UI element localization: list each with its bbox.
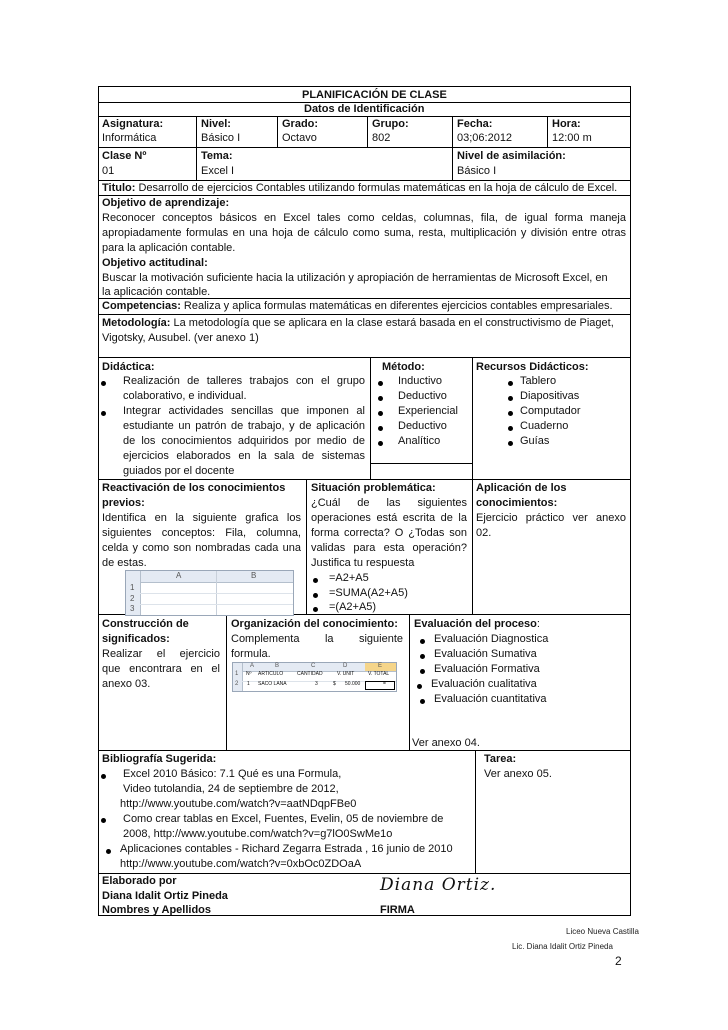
nivel-label: Nivel: [201,118,231,130]
metodo-item: Deductivo [398,420,447,432]
rule [306,479,307,614]
footer-teacher: Lic. Diana Idalit Ortiz Pineda [512,942,613,951]
active-cell-value: = [383,681,386,687]
metodo-item: Analítico [398,435,441,447]
recursos-label: Recursos Didácticos: [476,361,589,373]
bullet-icon [313,578,318,583]
table-cell: SACO LANA [258,681,287,687]
tarea-text: Ver anexo 05. [484,768,552,780]
rule [370,463,473,464]
bullet-icon [420,699,425,704]
grado-value: Octavo [282,132,317,144]
row-header-1: 1 [130,583,135,592]
bullet-icon [106,849,111,854]
bullet-icon [420,639,425,644]
rule [98,357,631,358]
objetivo-aprendizaje-line: apropiadamente formulas en una hoja de cálculo como suma, resta, multiplicación y división entre otras [102,227,626,239]
objetivo-aprendizaje-label: Objetivo de aprendizaje: [102,197,230,209]
situacion-line: operaciones está escrita de la [311,512,467,524]
organizacion-label: Organización del conocimiento: [231,618,398,630]
situacion-option: =A2+A5 [329,572,369,584]
footer-school: Liceo Nueva Castilla [566,927,639,936]
table-cell: 3 [315,681,318,687]
excel-formula-image [232,662,397,692]
bullet-icon [101,381,106,386]
clase-label: Clase Nº [102,150,147,162]
rule [98,314,631,315]
bullet-icon [508,441,513,446]
reactivacion-label: Reactivación de los conocimientos [102,482,286,494]
objetivo-actitudinal-line: la aplicación contable. [102,286,211,298]
construccion-label: significados: [102,633,170,645]
competencias-text: Realiza y aplica formulas matemáticas en diferentes ejercicios contables empresariales. [183,300,613,312]
bullet-icon [417,684,422,689]
situacion-label: Situación problemática: [311,482,436,494]
bibliografia-item: Aplicaciones contables - Richard Zegarra Estrada , 16 junio de 2010 [120,843,453,855]
rule [370,357,371,479]
construccion-label: Construcción de [102,618,189,630]
column-header: E [378,663,383,669]
aplicacion-line: Ejercicio práctico ver anexo [476,512,626,524]
evaluacion-colon: : [536,618,540,630]
reactivacion-label: previos: [102,497,145,509]
situacion-line: forma correcta? O ¿Todas son [311,527,467,539]
fecha-value: 03;06:2012 [457,132,513,144]
reactivacion-line: celda y como son nombradas cada una [102,542,301,554]
evaluacion-ver-anexo: Ver anexo 04. [412,737,480,749]
page-title: PLANIFICACIÓN DE CLASE [302,89,447,101]
column-header-b: B [251,571,257,580]
titulo-row [102,181,617,195]
bullet-icon [378,411,383,416]
nivel-asimilacion-label: Nivel de asimilación: [457,150,566,162]
objetivo-actitudinal-line: Buscar la motivación suficiente hacia la utilización y apropiación de herramientas de Microsoft Excel, en [102,272,608,284]
firma-label: FIRMA [380,904,415,916]
evaluacion-heading [414,617,540,631]
bibliografia-link[interactable]: 2008, http://www.youtube.com/watch?v=g7lO0SwMe1o [123,828,393,840]
titulo-label: Titulo: [102,182,136,194]
rule [98,873,631,874]
metodo-item: Deductivo [398,390,447,402]
bullet-icon [313,607,318,612]
bullet-icon [420,654,425,659]
bibliografia-link[interactable]: http://www.youtube.com/watch?v=aatNDqpFBe0 [120,798,357,810]
hora-label: Hora: [552,118,581,130]
table-header-cell: V. TOTAL [368,671,390,677]
section-subtitle: Datos de Identificación [304,103,425,115]
elaborado-label: Elaborado por [102,875,177,887]
bullet-icon [313,593,318,598]
table-header-cell: CANTIDAD [297,671,323,677]
situacion-line: ¿Cuál de las siguientes [311,497,467,509]
row-header-2: 2 [130,594,135,603]
objetivo-aprendizaje-line: Reconocer conceptos básicos en Excel tales como celdas, columnas, fila, de igual forma maneja [102,212,626,224]
rule [277,116,278,147]
asignatura-label: Asignatura: [102,118,164,130]
organizacion-line: Complementa la siguiente [231,633,403,645]
didactica-item: Realización de talleres trabajos con el grupo [123,375,365,387]
bullet-icon [378,426,383,431]
rule [452,116,453,180]
bullet-icon [508,396,513,401]
signature: Diana Ortiz. [380,875,497,895]
nombres-label: Nombres y Apellidos [102,904,212,916]
competencias-row [102,299,613,313]
bullet-icon [420,669,425,674]
row-header: 1 [235,671,239,677]
grid-line [140,604,293,605]
bibliografia-item: Excel 2010 Básico: 7.1 Qué es una Formula, [123,768,342,780]
reactivacion-line: de estas. [102,557,147,569]
nivel-value: Básico I [201,132,241,144]
column-header: B [275,663,280,669]
row-header-3: 3 [130,604,135,613]
rule [98,479,631,480]
construccion-line: Realizar el ejercicio [102,648,220,660]
column-header-a: A [176,571,182,580]
table-header-cell: V. UNIT [337,671,355,677]
organizacion-line: formula. [231,648,271,660]
elaborado-name: Diana Idalit Ortiz Pineda [102,890,228,902]
titulo-text: Desarrollo de ejercicios Contables utilizando formulas matemáticas en la hoja de cálculo de Excel. [138,182,618,194]
bibliografia-label: Bibliografía Sugerida: [102,753,217,765]
didactica-item: Integrar actividades sencillas que imponen al [123,405,365,417]
bullet-icon [101,818,106,823]
evaluacion-item: Evaluación Formativa [434,663,540,675]
aplicacion-line: 02. [476,527,492,539]
bullet-icon [101,411,106,416]
evaluacion-label: Evaluación del proceso [414,618,537,630]
recurso-item: Cuaderno [520,420,569,432]
situacion-option: =(A2+A5) [329,601,377,613]
didactica-item: colaborativo, e individual. [123,390,247,402]
bullet-icon [508,411,513,416]
grupo-label: Grupo: [372,118,409,130]
reactivacion-line: Identifica en la siguiente grafica los [102,512,301,524]
metodologia-text: La metodología que se aplicara en la clase estará basada en el constructivismo de Piaget, [173,317,614,329]
evaluacion-item: Evaluación Diagnostica [434,633,549,645]
objetivo-aprendizaje-line: para la aplicación contable. [102,242,236,254]
metodo-label: Método: [382,361,425,373]
excel-grid-image [125,570,294,616]
recurso-item: Tablero [520,375,557,387]
asignatura-value: Informática [102,132,157,144]
column-header-bar [126,571,293,583]
hora-value: 12:00 m [552,132,592,144]
metodo-item: Inductivo [398,375,443,387]
metodologia-row [102,316,614,330]
bullet-icon [508,426,513,431]
rule [367,116,368,147]
bullet-icon [378,396,383,401]
aplicacion-label: Aplicación de los [476,482,567,494]
rule [98,147,631,148]
nivel-asimilacion-value: Básico I [457,165,497,177]
evaluacion-item: Evaluación cuantitativa [434,693,547,705]
didactica-item: de los conocimientos adquiridos por medio de [123,435,365,447]
page-number: 2 [615,954,622,968]
column-header: D [343,663,348,669]
tarea-label: Tarea: [484,753,517,765]
objetivo-actitudinal-label: Objetivo actitudinal: [102,257,208,269]
bullet-icon [508,381,513,386]
clase-value: 01 [102,165,115,177]
rule [226,614,227,750]
rule [98,750,631,751]
active-cell [365,681,395,690]
fecha-label: Fecha: [457,118,493,130]
table-cell: 1 [247,681,250,687]
aplicacion-label: conocimientos: [476,497,558,509]
recurso-item: Computador [520,405,581,417]
tema-label: Tema: [201,150,233,162]
row-header: 2 [235,681,239,687]
tema-value: Excel I [201,165,235,177]
table-cell: $ [333,681,336,687]
evaluacion-item: Evaluación cualitativa [431,678,537,690]
didactica-label: Didáctica: [102,361,155,373]
recurso-item: Guías [520,435,550,447]
grid-line [140,593,293,594]
bullet-icon [101,774,106,779]
rule [409,614,410,750]
bullet-icon [378,441,383,446]
bibliografia-item: Video tutolandia, 24 de septiembre de 2012, [123,783,339,795]
metodologia-line: Vigotsky, Ausubel. (ver anexo 1) [102,332,259,344]
rule [472,357,473,614]
rule [475,750,476,873]
metodologia-label: Metodología: [102,317,171,329]
column-header: A [250,663,255,669]
didactica-item: estudiante un patrón de trabajo, y de aplicación [123,420,365,432]
situacion-line: validas para esta operación? [311,542,467,554]
grupo-value: 802 [372,132,391,144]
construccion-line: que encontrara en el [102,663,220,675]
construccion-line: anexo 03. [102,678,151,690]
recurso-item: Diapositivas [520,390,580,402]
column-header: C [311,663,316,669]
situacion-line: Justifica tu respuesta [311,557,415,569]
bibliografia-item: Como crear tablas en Excel, Fuentes, Evelin, 05 de noviembre de [123,813,444,825]
grado-label: Grado: [282,118,319,130]
rule [547,116,548,147]
didactica-item: guiados por el docente [123,465,235,477]
situacion-option: =SUMA(A2+A5) [329,587,408,599]
bibliografia-link[interactable]: http://www.youtube.com/watch?v=0xbOc0ZDOaA [120,858,362,870]
metodo-item: Experiencial [398,405,458,417]
reactivacion-line: siguientes conceptos: Fila, columna, [102,527,301,539]
table-header-cell: ARTICULO [258,671,284,677]
evaluacion-item: Evaluación Sumativa [434,648,537,660]
table-cell: 50.000 [345,681,361,687]
competencias-label: Competencias: [102,300,181,312]
bullet-icon [378,381,383,386]
table-header-cell: Nº [246,671,252,677]
didactica-item: ejercicios elaborados en la sala de sistemas [123,450,365,462]
rule [196,116,197,180]
